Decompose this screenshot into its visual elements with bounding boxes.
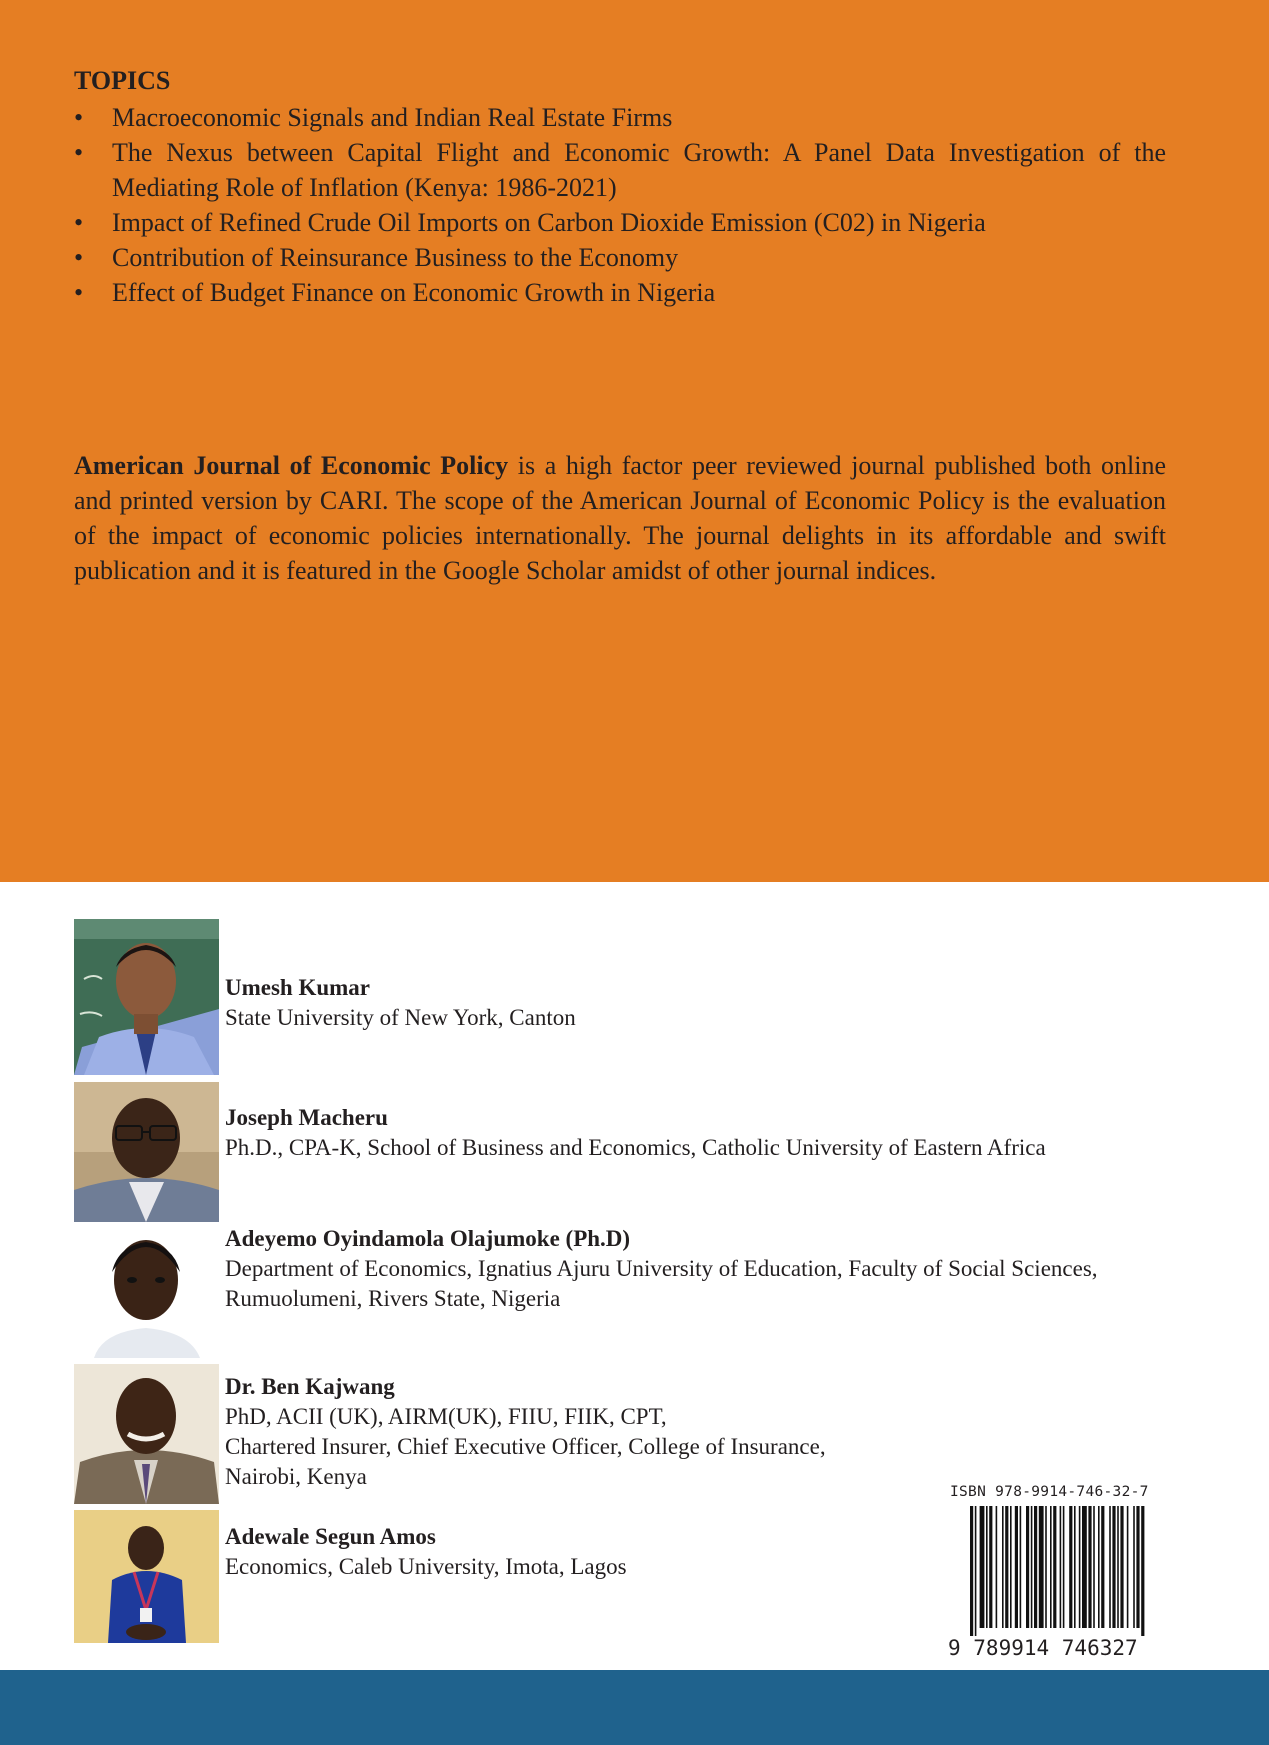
barcode-bar <box>1060 1506 1062 1628</box>
barcode-bar <box>1133 1506 1135 1628</box>
author-affiliation: Department of Economics, Ignatius Ajuru University of Education, Faculty of Social Sciences, <box>225 1256 1098 1281</box>
barcode-bar <box>1079 1506 1081 1628</box>
barcode-bar <box>989 1506 992 1628</box>
topic-item: • Effect of Budget Finance on Economic Growth in Nigeria <box>74 275 1166 310</box>
journal-name: American Journal of Economic Policy <box>74 451 509 480</box>
barcode-bar <box>1050 1506 1052 1628</box>
barcode-bar <box>1026 1506 1029 1628</box>
author-affiliation: Nairobi, Kenya <box>225 1464 367 1489</box>
barcode-bar <box>1136 1506 1139 1628</box>
barcode-bar <box>1120 1506 1123 1628</box>
isbn-barcode-block <box>948 1484 1166 1659</box>
author-affiliation: State University of New York, Canton <box>225 1005 576 1030</box>
barcode-bar <box>996 1506 998 1628</box>
topic-item: • The Nexus between Capital Flight and Economic Growth: A Panel Data Investigation of the Mediating Role of Inflation (Kenya: 1986-2021) <box>74 135 1166 205</box>
barcode-bar <box>1031 1506 1033 1628</box>
barcode-bar <box>1020 1506 1022 1628</box>
footer-bar <box>0 1670 1269 1745</box>
topics-list <box>74 100 1166 310</box>
barcode-bar <box>1141 1506 1144 1636</box>
topic-item: • Impact of Refined Crude Oil Imports on Carbon Dioxide Emission (C02) in Nigeria <box>74 205 1166 240</box>
author-text <box>225 1103 1225 1163</box>
barcode-bar <box>1015 1506 1018 1628</box>
barcode-bar <box>1002 1506 1004 1628</box>
author-name: Adewale Segun Amos <box>225 1524 436 1549</box>
author-photo <box>74 919 219 1075</box>
barcode-bar <box>975 1506 977 1636</box>
author-photo <box>74 1364 219 1504</box>
topic-item: • Contribution of Reinsurance Business to the Economy <box>74 240 1166 275</box>
author-photo <box>74 1510 219 1643</box>
author-affiliation: Chartered Insurer, Chief Executive Officer, College of Insurance, <box>225 1434 826 1459</box>
author-affiliation: PhD, ACII (UK), AIRM(UK), FIIU, FIIK, CPT, <box>225 1404 667 1429</box>
description-text: is a high factor peer reviewed journal published both online and printed version by CARI. The scope of the American Journal of Economic Policy is the evaluation of the impact of economic policies internationally. The journal delights in its affordable and swift publication and it is featured in the Google Scholar amidst of other journal indices. <box>74 451 1166 585</box>
barcode-bar <box>986 1506 988 1628</box>
barcode-bar <box>1074 1506 1076 1628</box>
isbn-label: ISBN 978-9914-746-32-7 <box>950 1484 1149 1500</box>
barcode-bar <box>970 1506 973 1636</box>
barcode-icon <box>948 1506 1166 1636</box>
author-text <box>225 973 1225 1033</box>
barcode-bar <box>1069 1506 1072 1628</box>
barcode-bar <box>1010 1506 1012 1628</box>
author-photo <box>74 1082 219 1222</box>
barcode-bar <box>1101 1506 1104 1628</box>
author-photo <box>74 1228 219 1358</box>
author-affiliation: Rumuolumeni, Rivers State, Nigeria <box>225 1286 561 1311</box>
barcode-bar <box>980 1506 985 1628</box>
topics-heading: TOPICS <box>74 66 171 95</box>
isbn-digits: 9 789914 746327 <box>948 1636 1138 1660</box>
barcode-bar <box>1082 1506 1087 1628</box>
barcode-bar <box>1053 1506 1056 1628</box>
barcode-bar <box>1117 1506 1119 1628</box>
author-name: Adeyemo Oyindamola Olajumoke (Ph.D) <box>225 1226 631 1251</box>
barcode-bar <box>1034 1506 1037 1628</box>
barcode-bar <box>1088 1506 1091 1628</box>
barcode-bar <box>1063 1506 1065 1628</box>
author-name: Umesh Kumar <box>225 975 371 1000</box>
author-text <box>225 1372 1225 1492</box>
topic-item: • Macroeconomic Signals and Indian Real Estate Firms <box>74 100 1166 135</box>
author-text <box>225 1224 1225 1314</box>
author-affiliation: Ph.D., CPA-K, School of Business and Economics, Catholic University of Eastern Africa <box>225 1135 1046 1160</box>
barcode-bar <box>1098 1506 1100 1628</box>
barcode-bar <box>1127 1506 1129 1628</box>
barcode-bar <box>1093 1506 1095 1628</box>
author-name: Joseph Macheru <box>225 1105 388 1130</box>
barcode-bar <box>1045 1506 1047 1628</box>
author-affiliation: Economics, Caleb University, Imota, Lagos <box>225 1554 627 1579</box>
barcode-bar <box>1039 1506 1044 1628</box>
journal-description <box>74 448 1166 588</box>
barcode-bar <box>1005 1506 1008 1628</box>
barcode-bar <box>1109 1506 1111 1628</box>
barcode-bar <box>1112 1506 1115 1628</box>
author-name: Dr. Ben Kajwang <box>225 1374 395 1399</box>
